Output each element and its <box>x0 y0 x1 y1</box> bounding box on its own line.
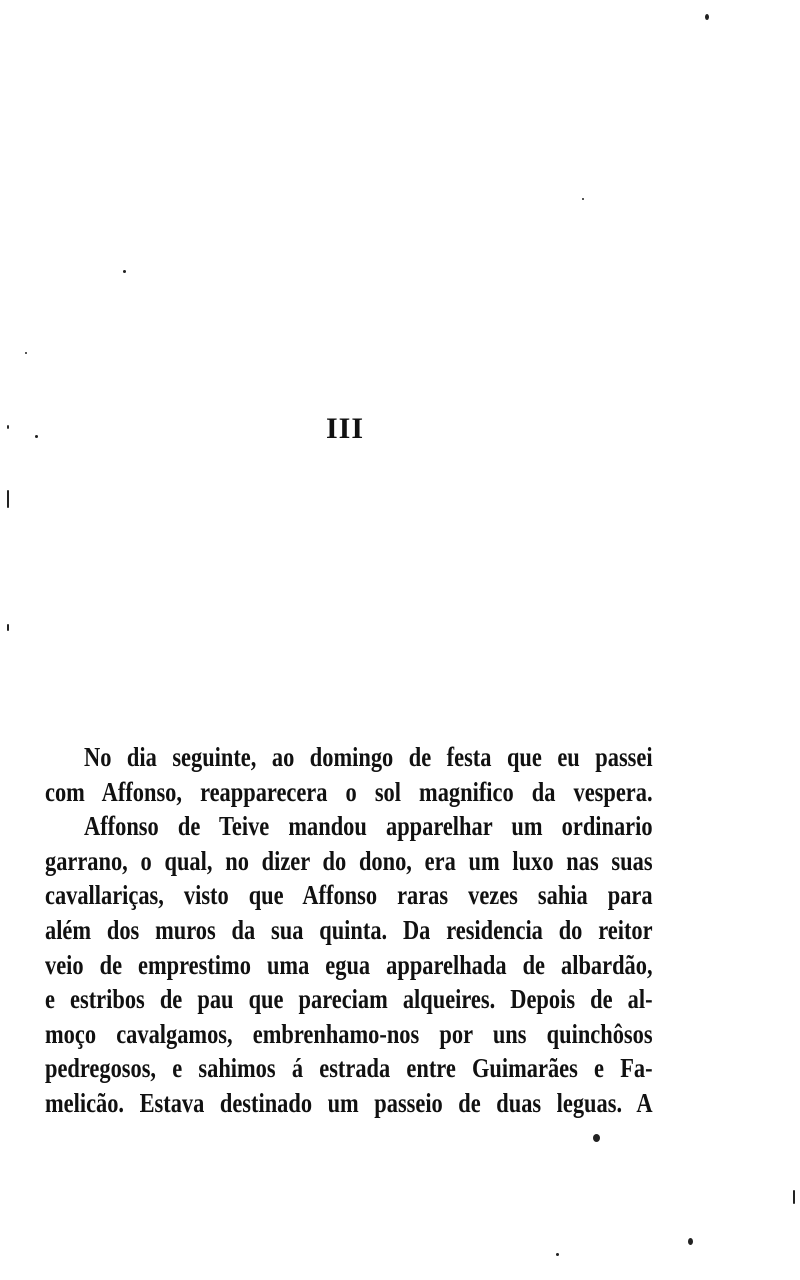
scan-speck <box>582 198 584 200</box>
text-line: melicão. Estava destinado um passeio de duas leguas. A <box>45 1087 653 1118</box>
scan-speck <box>705 14 709 20</box>
scan-speck <box>593 1134 600 1142</box>
scan-speck <box>25 352 27 354</box>
text-line: Affonso de Teive mandou apparelhar um ordinario <box>84 811 653 842</box>
scan-speck <box>123 270 126 273</box>
body-text <box>45 740 653 1121</box>
text-line: moço cavalgamos, embrenhamo-nos por uns quinchôsos <box>45 1018 653 1049</box>
scan-speck <box>7 624 9 631</box>
scan-speck <box>688 1238 693 1245</box>
text-line: pedregosos, e sahimos á estrada entre Guimarães e Fa- <box>45 1053 653 1084</box>
text-line: cavallariças, visto que Affonso raras vezes sahia para <box>45 880 653 911</box>
text-line: além dos muros da sua quinta. Da residencia do reitor <box>45 914 653 945</box>
scan-speck <box>7 425 9 429</box>
text-line: veio de emprestimo uma egua apparelhada de albardão, <box>45 949 653 980</box>
scan-speck <box>556 1253 559 1256</box>
scan-speck <box>35 435 38 438</box>
scan-speck <box>793 1190 795 1204</box>
text-line: com Affonso, reapparecera o sol magnifico da vespera. <box>45 776 653 807</box>
text-line: No dia seguinte, ao domingo de festa que eu passei <box>84 742 653 772</box>
scan-speck <box>7 490 9 508</box>
text-line: garrano, o qual, no dizer do dono, era um luxo nas suas <box>45 845 653 876</box>
text-line: e estribos de pau que pareciam alqueires. Depois de al- <box>45 984 653 1015</box>
chapter-number: III <box>325 412 365 445</box>
